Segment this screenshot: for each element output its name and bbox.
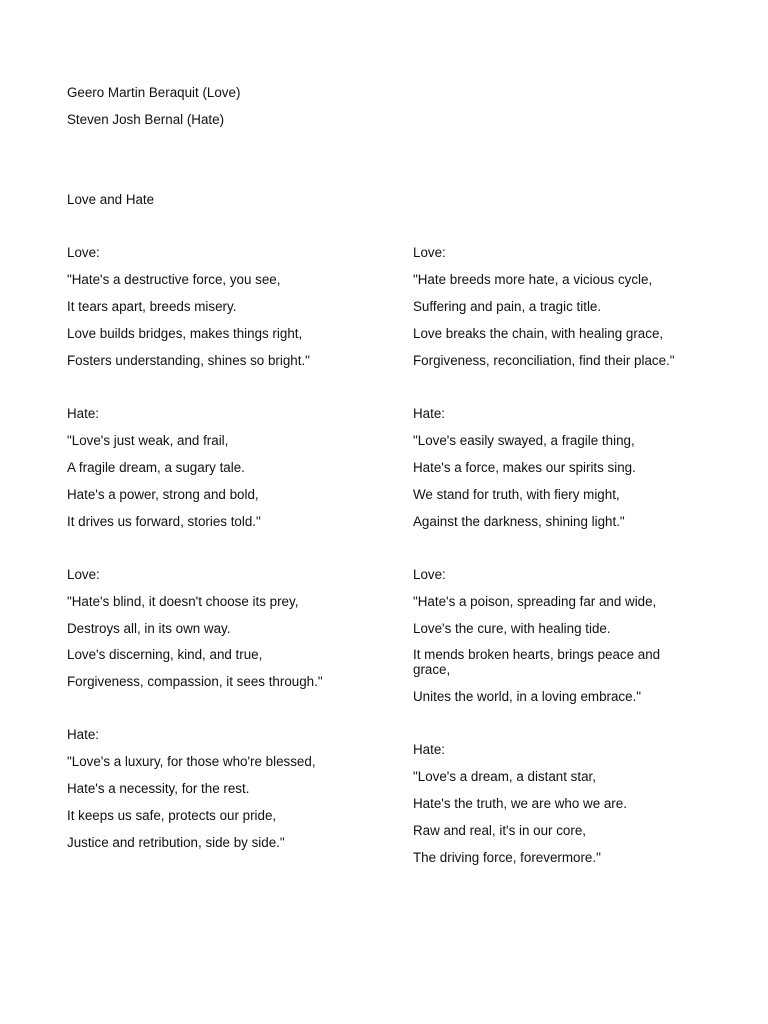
stanza-line: It keeps us safe, protects our pride, xyxy=(67,808,277,823)
stanza-line: Love's the cure, with healing tide. xyxy=(413,621,611,636)
stanza-line: "Hate breeds more hate, a vicious cycle, xyxy=(413,272,653,287)
stanza-line: A fragile dream, a sugary tale. xyxy=(67,460,245,475)
stanza-line: "Hate's a destructive force, you see, xyxy=(67,272,281,287)
stanza-speaker: Love: xyxy=(413,245,446,260)
stanza-line: Love builds bridges, makes things right, xyxy=(67,326,303,341)
stanza-line: Destroys all, in its own way. xyxy=(67,621,231,636)
stanza-line: Hate's a necessity, for the rest. xyxy=(67,781,250,796)
stanza-line: "Love's a dream, a distant star, xyxy=(413,769,596,784)
stanza-line: The driving force, forevermore." xyxy=(413,850,601,865)
author-hate: Steven Josh Bernal (Hate) xyxy=(67,112,225,127)
stanza-line: "Love's just weak, and frail, xyxy=(67,433,229,448)
stanza-line: Love's discerning, kind, and true, xyxy=(67,647,263,662)
stanza-line: Justice and retribution, side by side." xyxy=(67,835,285,850)
stanza-line: Hate's the truth, we are who we are. xyxy=(413,796,627,811)
stanza-line: "Love's easily swayed, a fragile thing, xyxy=(413,433,635,448)
author-love: Geero Martin Beraquit (Love) xyxy=(67,85,241,100)
stanza-line: "Hate's a poison, spreading far and wide, xyxy=(413,594,657,609)
stanza-speaker: Love: xyxy=(67,567,100,582)
stanza-line: Love breaks the chain, with healing grace, xyxy=(413,326,664,341)
stanza-line: Forgiveness, reconciliation, find their place." xyxy=(413,353,675,368)
stanza-speaker: Hate: xyxy=(67,727,100,742)
stanza-line: It tears apart, breeds misery. xyxy=(67,299,237,314)
stanza-speaker: Hate: xyxy=(413,742,446,757)
stanza-line: Raw and real, it's in our core, xyxy=(413,823,586,838)
stanza-speaker: Hate: xyxy=(413,406,446,421)
stanza-line: We stand for truth, with fiery might, xyxy=(413,487,620,502)
poem-title: Love and Hate xyxy=(67,192,155,207)
stanza-line: Hate's a force, makes our spirits sing. xyxy=(413,460,636,475)
stanza-line: "Love's a luxury, for those who're blessed, xyxy=(67,754,316,769)
stanza-line: Suffering and pain, a tragic title. xyxy=(413,299,602,314)
stanza-line: "Hate's blind, it doesn't choose its prey, xyxy=(67,594,299,609)
stanza-line: Fosters understanding, shines so bright." xyxy=(67,353,310,368)
stanza-line: Unites the world, in a loving embrace." xyxy=(413,689,642,704)
stanza-line: Against the darkness, shining light." xyxy=(413,514,625,529)
stanza-line: It mends broken hearts, brings peace and grace, xyxy=(413,647,661,677)
stanza-line: Forgiveness, compassion, it sees through." xyxy=(67,674,323,689)
stanza-speaker: Love: xyxy=(413,567,446,582)
stanza-speaker: Hate: xyxy=(67,406,100,421)
stanza-line: It drives us forward, stories told." xyxy=(67,514,261,529)
stanza-speaker: Love: xyxy=(67,245,100,260)
stanza-line: Hate's a power, strong and bold, xyxy=(67,487,259,502)
